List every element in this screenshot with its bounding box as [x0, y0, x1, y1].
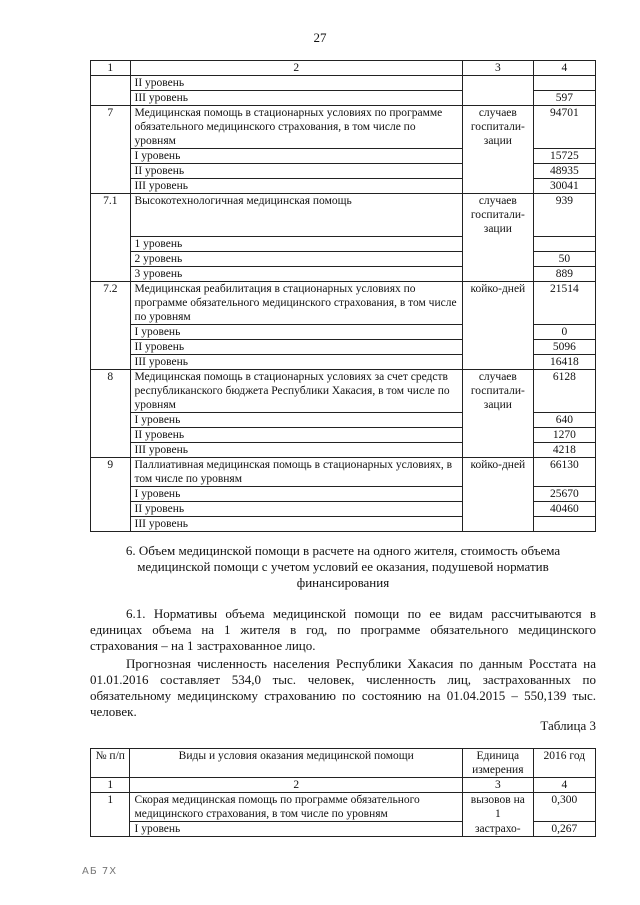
row-number	[91, 76, 131, 91]
row-number: 9	[91, 457, 131, 486]
row-name: Медицинская реабилитация в стационарных условиях по программе обязательного медицинского страхования, в том числе по уровням	[130, 281, 462, 324]
row-value: 640	[533, 412, 595, 427]
header-col-4: 4	[533, 61, 595, 76]
row-name: II уровень	[130, 339, 462, 354]
norms-table	[90, 748, 596, 837]
row-number	[91, 822, 130, 837]
row-unit: случаев госпитали-зации	[462, 369, 533, 412]
colnum-4: 4	[533, 778, 595, 793]
table-row	[91, 266, 596, 281]
row-number	[91, 427, 131, 442]
row-name: II уровень	[130, 164, 462, 179]
row-number	[91, 339, 131, 354]
row-unit	[462, 324, 533, 339]
row-unit: вызовов на 1	[462, 793, 533, 822]
row-number	[91, 486, 131, 501]
table-row	[91, 106, 596, 149]
row-number	[91, 251, 131, 266]
table-row	[91, 822, 596, 837]
row-number	[91, 324, 131, 339]
header-col-1: 1	[91, 61, 131, 76]
row-number: 7.2	[91, 281, 131, 324]
table-row	[91, 251, 596, 266]
row-unit	[462, 91, 533, 106]
table-row	[91, 442, 596, 457]
row-name: III уровень	[130, 442, 462, 457]
header-number: № п/п	[91, 749, 130, 778]
colnum-2: 2	[130, 778, 462, 793]
table-header-row	[91, 749, 596, 778]
row-name: Медицинская помощь в стационарных условиях по программе обязательного медицинского страхования, в том числе по уровням	[130, 106, 462, 149]
table-row	[91, 412, 596, 427]
row-number: 8	[91, 369, 131, 412]
row-unit	[462, 412, 533, 427]
row-name: Скорая медицинская помощь по программе обязательного медицинского страхования, в том числе по уровням	[130, 793, 462, 822]
header-col-3: 3	[462, 61, 533, 76]
table-row	[91, 516, 596, 531]
row-value	[533, 236, 595, 251]
paragraph-1: 6.1. Нормативы объема медицинской помощи по ее видам рассчитываются в единицах объема на 1 жителя в год, по программе обязательного медицинского страхования – на 1 застрахованное лицо.	[90, 606, 596, 653]
row-number: 7.1	[91, 194, 131, 237]
row-value: 50	[533, 251, 595, 266]
row-unit	[462, 339, 533, 354]
row-value	[533, 516, 595, 531]
row-value: 30041	[533, 179, 595, 194]
levels-table	[90, 60, 596, 532]
table-row	[91, 324, 596, 339]
row-unit	[462, 236, 533, 251]
row-name: III уровень	[130, 516, 462, 531]
row-name: III уровень	[130, 179, 462, 194]
row-unit	[462, 442, 533, 457]
section-heading: 6. Объем медицинской помощи в расчете на одного жителя, стоимость объема медицинской помощи с учетом условий ее оказания, подушевой норматив финансирования	[125, 543, 561, 590]
row-name: I уровень	[130, 822, 462, 837]
table-colnum-row	[91, 778, 596, 793]
header-year: 2016 год	[533, 749, 595, 778]
row-value: 939	[533, 194, 595, 237]
row-unit: случаев госпитали-зации	[462, 194, 533, 237]
table-row	[91, 76, 596, 91]
table-row	[91, 427, 596, 442]
row-number	[91, 354, 131, 369]
row-name: I уровень	[130, 324, 462, 339]
row-number	[91, 266, 131, 281]
row-unit	[462, 354, 533, 369]
row-unit	[462, 149, 533, 164]
row-value: 597	[533, 91, 595, 106]
row-value: 48935	[533, 164, 595, 179]
row-unit	[462, 76, 533, 91]
row-number	[91, 412, 131, 427]
row-unit: застрахо-	[462, 822, 533, 837]
header-col-2: 2	[130, 61, 462, 76]
row-number	[91, 236, 131, 251]
table-row	[91, 369, 596, 412]
row-name: II уровень	[130, 501, 462, 516]
row-value: 4218	[533, 442, 595, 457]
row-name: II уровень	[130, 76, 462, 91]
table-row	[91, 281, 596, 324]
row-number	[91, 164, 131, 179]
row-name: III уровень	[130, 354, 462, 369]
table-label: Таблица 3	[540, 718, 596, 733]
row-unit	[462, 486, 533, 501]
row-name: III уровень	[130, 91, 462, 106]
row-number: 1	[91, 793, 130, 822]
row-value: 16418	[533, 354, 595, 369]
row-number	[91, 442, 131, 457]
header-unit: Единица измерения	[462, 749, 533, 778]
row-number	[91, 91, 131, 106]
row-value: 25670	[533, 486, 595, 501]
row-name: Медицинская помощь в стационарных условиях за счет средств республиканского бюджета Республики Хакасия, в том числе по уровням	[130, 369, 462, 412]
row-value: 0,300	[533, 793, 595, 822]
table-row	[91, 457, 596, 486]
row-number: 7	[91, 106, 131, 149]
row-value: 15725	[533, 149, 595, 164]
row-unit	[462, 501, 533, 516]
row-unit	[462, 164, 533, 179]
row-value	[533, 76, 595, 91]
footer-mark: АБ 7Х	[82, 866, 118, 877]
table-row	[91, 354, 596, 369]
row-unit: койко-дней	[462, 281, 533, 324]
row-unit	[462, 251, 533, 266]
row-value: 889	[533, 266, 595, 281]
row-name: Высокотехнологичная медицинская помощь	[130, 194, 462, 237]
table-row	[91, 164, 596, 179]
table-row	[91, 793, 596, 822]
row-value: 0	[533, 324, 595, 339]
row-name: I уровень	[130, 149, 462, 164]
row-unit: койко-дней	[462, 457, 533, 486]
row-name: I уровень	[130, 412, 462, 427]
row-unit	[462, 179, 533, 194]
row-value: 94701	[533, 106, 595, 149]
colnum-3: 3	[462, 778, 533, 793]
table-row	[91, 501, 596, 516]
paragraph-2: Прогнозная численность населения Республики Хакасия по данным Росстата на 01.01.2016 составляет 534,0 тыс. человек, численность лиц, застрахованных по обязательному медицинскому страхованию по состоянию на 01.04.2015 – 550,139 тыс. человек.	[90, 656, 596, 719]
row-name: I уровень	[130, 486, 462, 501]
table-row	[91, 149, 596, 164]
table-row	[91, 194, 596, 237]
row-number	[91, 149, 131, 164]
table-row	[91, 486, 596, 501]
row-name: Паллиативная медицинская помощь в стационарных условиях, в том числе по уровням	[130, 457, 462, 486]
row-value: 1270	[533, 427, 595, 442]
row-value: 66130	[533, 457, 595, 486]
row-number	[91, 501, 131, 516]
row-name: 3 уровень	[130, 266, 462, 281]
table-row	[91, 91, 596, 106]
row-value: 40460	[533, 501, 595, 516]
row-name: II уровень	[130, 427, 462, 442]
row-number	[91, 179, 131, 194]
row-value: 5096	[533, 339, 595, 354]
table-header-row	[91, 61, 596, 76]
row-value: 0,267	[533, 822, 595, 837]
row-unit	[462, 427, 533, 442]
table-row	[91, 236, 596, 251]
row-value: 21514	[533, 281, 595, 324]
row-name: 2 уровень	[130, 251, 462, 266]
page-number: 27	[313, 30, 327, 45]
row-name: 1 уровень	[130, 236, 462, 251]
colnum-1: 1	[91, 778, 130, 793]
header-kind: Виды и условия оказания медицинской помощи	[130, 749, 462, 778]
row-unit: случаев госпитали-зации	[462, 106, 533, 149]
row-number	[91, 516, 131, 531]
table-row	[91, 339, 596, 354]
row-unit	[462, 516, 533, 531]
table-row	[91, 179, 596, 194]
row-value: 6128	[533, 369, 595, 412]
row-unit	[462, 266, 533, 281]
